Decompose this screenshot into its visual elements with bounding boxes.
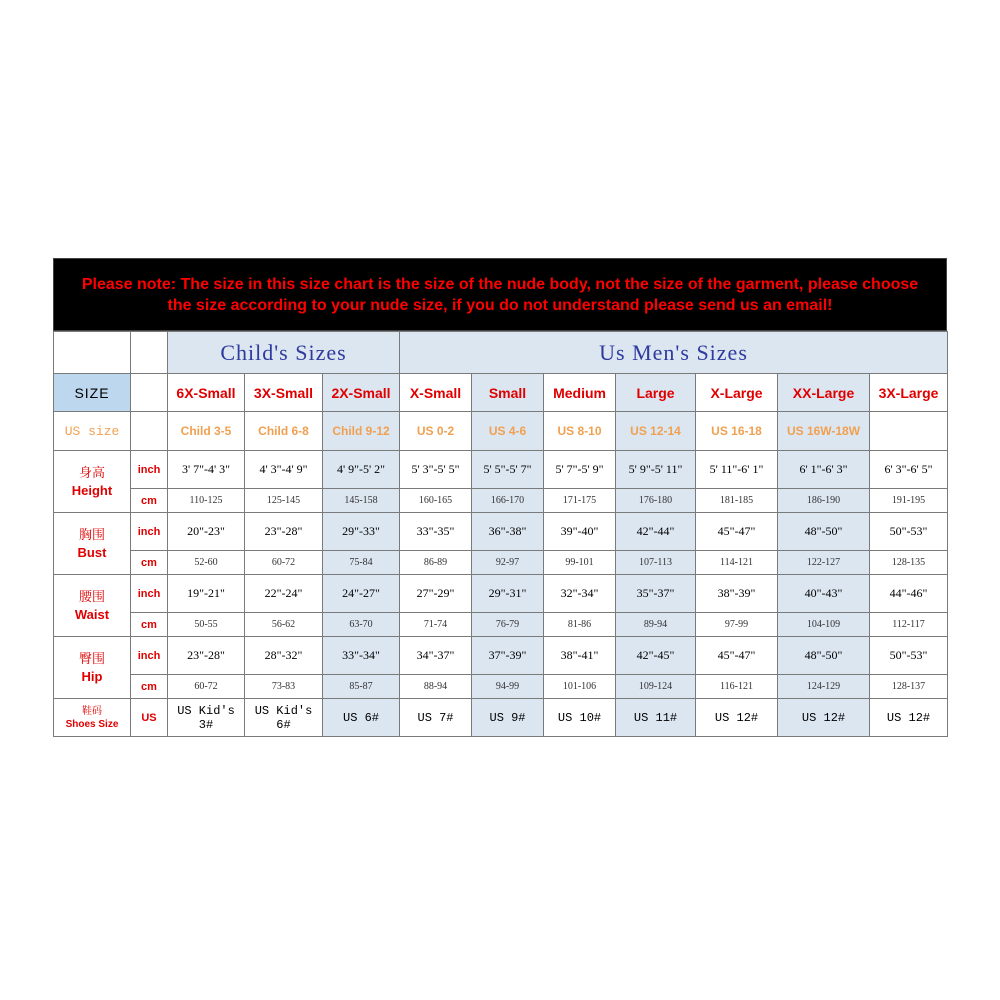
hip-inch-cell: 33"-34" [323,637,400,675]
bust-inch-row [54,513,948,551]
unit-inch: inch [131,451,168,489]
shoe-size-cell: US Kid's 3# [168,699,245,737]
size-name-cell: Small [472,374,544,412]
waist-inch-row [54,575,948,613]
hip-cm-cell: 88-94 [400,675,472,699]
unit-inch: inch [131,637,168,675]
hip-inch-row [54,637,948,675]
hip-cm-cell: 116-121 [696,675,778,699]
bust-inch-cell: 50"-53" [870,513,948,551]
bust-cm-cell: 107-113 [616,551,696,575]
hip-inch-cell: 34"-37" [400,637,472,675]
hip-label [54,637,131,699]
height-inch-cell: 5' 9"-5' 11" [616,451,696,489]
size-name-cell: Medium [544,374,616,412]
waist-cm-cell: 56-62 [245,613,323,637]
shoe-size-cell: US 12# [696,699,778,737]
size-name-cell: 6X-Small [168,374,245,412]
hip-cm-cell: 85-87 [323,675,400,699]
hip-inch-cell: 45"-47" [696,637,778,675]
height-cm-cell: 176-180 [616,489,696,513]
hip-inch-cell: 50"-53" [870,637,948,675]
shoe-size-label-en: Shoes Size [65,718,119,730]
shoe-size-cell: US 10# [544,699,616,737]
size-table [53,331,948,737]
unit-inch: inch [131,575,168,613]
blank-cell [131,412,168,451]
unit-inch: inch [131,513,168,551]
bust-cm-cell: 122-127 [778,551,870,575]
unit-cm: cm [131,675,168,699]
size-note-banner [53,258,947,331]
height-cm-cell: 166-170 [472,489,544,513]
waist-cm-cell: 104-109 [778,613,870,637]
height-cm-cell: 110-125 [168,489,245,513]
bust-inch-cell: 39"-40" [544,513,616,551]
height-cm-cell: 191-195 [870,489,948,513]
waist-label-cn: 腰围 [78,589,105,605]
hip-cm-cell: 124-129 [778,675,870,699]
hip-inch-cell: 23"-28" [168,637,245,675]
height-cm-cell: 160-165 [400,489,472,513]
shoe-size-cell: US 9# [472,699,544,737]
us-size-cell: US 8-10 [544,412,616,451]
note-line-2: the size according to your nude size, if you do not understand please send us an email! [167,296,833,314]
bust-inch-cell: 29"-33" [323,513,400,551]
hip-cm-cell: 101-106 [544,675,616,699]
waist-cm-cell: 50-55 [168,613,245,637]
bust-inch-cell: 23"-28" [245,513,323,551]
bust-cm-cell: 52-60 [168,551,245,575]
size-label: SIZE [54,374,131,412]
us-size-cell [870,412,948,451]
hip-cm-cell: 73-83 [245,675,323,699]
us-size-cell: US 12-14 [616,412,696,451]
height-inch-cell: 3' 7"-4' 3" [168,451,245,489]
waist-inch-cell: 19"-21" [168,575,245,613]
shoe-size-label [54,699,131,737]
group-header-row [54,332,948,374]
height-cm-cell: 171-175 [544,489,616,513]
waist-inch-cell: 35"-37" [616,575,696,613]
us-size-cell: Child 6-8 [245,412,323,451]
note-line-1: Please note: The size in this size chart is the size of the nude body, not the size of the garment, please choose [81,275,919,293]
blank-cell [131,332,168,374]
size-name-cell: X-Small [400,374,472,412]
hip-cm-cell: 94-99 [472,675,544,699]
us-size-cell: Child 9-12 [323,412,400,451]
bust-cm-cell: 92-97 [472,551,544,575]
bust-label-en: Bust [77,544,107,560]
waist-cm-row [54,613,948,637]
size-name-cell: XX-Large [778,374,870,412]
unit-cm: cm [131,489,168,513]
size-name-cell: 3X-Large [870,374,948,412]
height-label-en: Height [71,482,113,498]
bust-cm-cell: 75-84 [323,551,400,575]
bust-label [54,513,131,575]
shoe-size-label-cn: 鞋码 [82,705,102,717]
size-chart [53,258,947,737]
bust-cm-cell: 114-121 [696,551,778,575]
height-cm-row [54,489,948,513]
shoe-size-cell: US 11# [616,699,696,737]
shoe-size-row [54,699,948,737]
bust-cm-row [54,551,948,575]
size-name-cell: 2X-Small [323,374,400,412]
hip-label-cn: 臀围 [78,651,105,667]
height-inch-cell: 5' 7"-5' 9" [544,451,616,489]
hip-cm-cell: 128-137 [870,675,948,699]
hip-inch-cell: 28"-32" [245,637,323,675]
hip-inch-cell: 48"-50" [778,637,870,675]
hip-inch-cell: 42"-45" [616,637,696,675]
bust-cm-cell: 128-135 [870,551,948,575]
us-size-cell: US 16W-18W [778,412,870,451]
us-size-cell: US 4-6 [472,412,544,451]
bust-inch-cell: 33"-35" [400,513,472,551]
waist-cm-cell: 81-86 [544,613,616,637]
waist-inch-cell: 24"-27" [323,575,400,613]
height-inch-row [54,451,948,489]
waist-cm-cell: 76-79 [472,613,544,637]
hip-inch-cell: 38"-41" [544,637,616,675]
height-inch-cell: 5' 3"-5' 5" [400,451,472,489]
waist-cm-cell: 89-94 [616,613,696,637]
hip-cm-cell: 60-72 [168,675,245,699]
size-name-cell: X-Large [696,374,778,412]
shoe-size-cell: US 7# [400,699,472,737]
blank-cell [131,374,168,412]
waist-cm-cell: 71-74 [400,613,472,637]
child-sizes-header: Child's Sizes [168,332,400,374]
height-cm-cell: 125-145 [245,489,323,513]
bust-inch-cell: 45"-47" [696,513,778,551]
unit-us: US [131,699,168,737]
hip-label-en: Hip [81,668,103,684]
height-cm-cell: 186-190 [778,489,870,513]
bust-cm-cell: 86-89 [400,551,472,575]
bust-inch-cell: 36"-38" [472,513,544,551]
waist-inch-cell: 29"-31" [472,575,544,613]
waist-inch-cell: 32"-34" [544,575,616,613]
bust-inch-cell: 42"-44" [616,513,696,551]
height-inch-cell: 5' 11"-6' 1" [696,451,778,489]
unit-cm: cm [131,551,168,575]
hip-inch-cell: 37"-39" [472,637,544,675]
hip-cm-cell: 109-124 [616,675,696,699]
waist-inch-cell: 44"-46" [870,575,948,613]
height-cm-cell: 145-158 [323,489,400,513]
height-inch-cell: 4' 9"-5' 2" [323,451,400,489]
waist-cm-cell: 112-117 [870,613,948,637]
us-size-row [54,412,948,451]
us-size-cell: US 16-18 [696,412,778,451]
blank-cell [54,332,131,374]
us-size-label: US size [54,412,131,451]
shoe-size-cell: US 6# [323,699,400,737]
bust-cm-cell: 60-72 [245,551,323,575]
waist-inch-cell: 27"-29" [400,575,472,613]
height-inch-cell: 6' 1"-6' 3" [778,451,870,489]
height-label [54,451,131,513]
waist-cm-cell: 63-70 [323,613,400,637]
waist-inch-cell: 22"-24" [245,575,323,613]
height-inch-cell: 4' 3"-4' 9" [245,451,323,489]
bust-inch-cell: 20"-23" [168,513,245,551]
waist-inch-cell: 38"-39" [696,575,778,613]
height-label-cn: 身高 [78,465,105,481]
us-size-cell: Child 3-5 [168,412,245,451]
us-size-cell: US 0-2 [400,412,472,451]
unit-cm: cm [131,613,168,637]
height-cm-cell: 181-185 [696,489,778,513]
height-inch-cell: 5' 5"-5' 7" [472,451,544,489]
shoe-size-cell: US Kid's 6# [245,699,323,737]
size-name-cell: Large [616,374,696,412]
waist-label [54,575,131,637]
hip-cm-row [54,675,948,699]
waist-inch-cell: 40"-43" [778,575,870,613]
size-name-cell: 3X-Small [245,374,323,412]
shoe-size-cell: US 12# [870,699,948,737]
shoe-size-cell: US 12# [778,699,870,737]
waist-label-en: Waist [74,606,110,622]
waist-cm-cell: 97-99 [696,613,778,637]
bust-label-cn: 胸围 [78,527,105,543]
height-inch-cell: 6' 3"-6' 5" [870,451,948,489]
bust-inch-cell: 48"-50" [778,513,870,551]
bust-cm-cell: 99-101 [544,551,616,575]
size-name-row [54,374,948,412]
us-mens-sizes-header: Us Men's Sizes [400,332,948,374]
